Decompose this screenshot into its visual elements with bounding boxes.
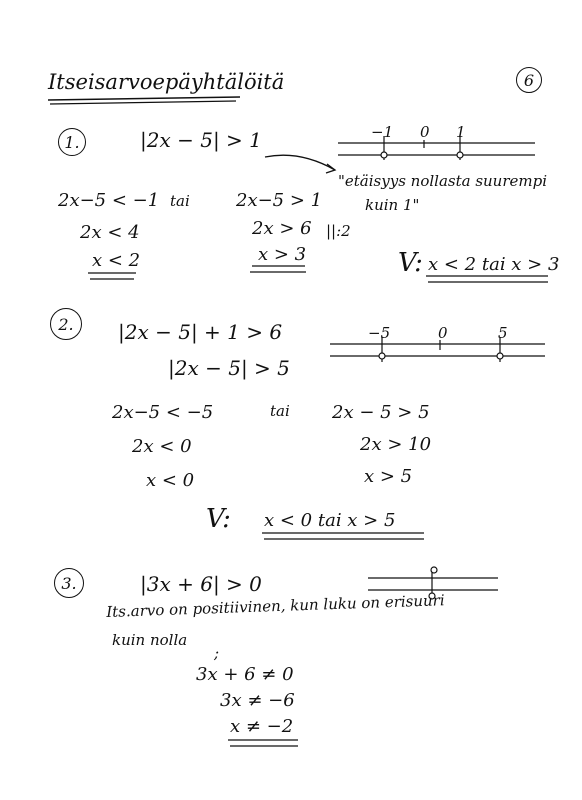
p1-note-line-1: "etäisyys nollasta suurempi: [338, 172, 548, 190]
p1-connector: tai: [170, 192, 190, 210]
p3-open-point-top: [431, 567, 437, 573]
p3-note-line-3: ;: [214, 644, 220, 662]
p2-tick-label-0: 0: [438, 324, 448, 342]
p1-note-line-2: kuin 1": [365, 196, 420, 214]
p1-open-point-right: [457, 152, 463, 158]
p2-open-point-right: [497, 353, 503, 359]
p2-right-step-1: 2x − 5 > 5: [332, 402, 430, 423]
p2-open-point-left: [379, 353, 385, 359]
p2-problem-simplified: |2x − 5| > 5: [168, 356, 290, 380]
p1-answer-label: V:: [398, 248, 423, 278]
p1-problem: |2x − 5| > 1: [140, 128, 262, 152]
p2-number-badge: [50, 308, 82, 340]
p3-problem: |3x + 6| > 0: [140, 572, 262, 596]
p1-tick-label-0: 0: [420, 123, 430, 141]
page-number: 6: [523, 70, 535, 90]
p3-number-badge: [54, 568, 84, 598]
p2-left-step-1: 2x−5 < −5: [112, 402, 214, 423]
p2-tick-label-neg5: −5: [368, 324, 391, 342]
p3-step-2: 3x ≠ −6: [220, 690, 295, 711]
p1-right-step-2: 2x > 6: [252, 218, 312, 239]
page-title: Itseisarvoepäyhtälöitä: [48, 70, 285, 94]
page-number-badge: [516, 67, 542, 93]
p1-divide-note: ||:2: [326, 222, 351, 240]
p2-problem: |2x − 5| + 1 > 6: [118, 320, 283, 344]
p1-left-step-2: 2x < 4: [80, 222, 140, 243]
p2-left-result: x < 0: [146, 470, 195, 491]
p1-tick-label-1: 1: [456, 123, 466, 141]
p1-right-step-1: 2x−5 > 1: [236, 190, 323, 211]
p3-step-1: 3x + 6 ≠ 0: [196, 664, 294, 685]
title-underline-1: [48, 97, 240, 100]
p1-left-result: x < 2: [92, 250, 141, 271]
p2-answer: x < 0 tai x > 5: [264, 510, 396, 531]
p3-number: 3.: [61, 573, 77, 593]
p2-number: 2.: [58, 314, 74, 334]
p1-number: 1.: [64, 132, 80, 152]
p2-answer-label: V:: [206, 504, 231, 534]
p2-connector: tai: [270, 402, 290, 420]
p3-note-line-2: kuin nolla: [112, 631, 188, 649]
p1-answer: x < 2 tai x > 3: [428, 254, 560, 275]
p1-left-step-1: 2x−5 < −1: [58, 190, 160, 211]
p3-note-line-1: Its.arvo on positiivinen, kun luku on erisuuri: [106, 591, 445, 621]
p1-right-result: x > 3: [258, 244, 307, 265]
title-underline-2: [50, 101, 236, 104]
p2-right-step-2: 2x > 10: [360, 434, 432, 455]
p2-left-step-2: 2x < 0: [132, 436, 192, 457]
p1-number-badge: [58, 128, 86, 156]
p3-result: x ≠ −2: [230, 716, 294, 737]
p2-tick-label-5: 5: [498, 324, 508, 342]
p2-right-result: x > 5: [364, 466, 413, 487]
p1-open-point-left: [381, 152, 387, 158]
p1-arrow: [265, 155, 335, 170]
p1-tick-label-neg1: −1: [371, 123, 394, 141]
